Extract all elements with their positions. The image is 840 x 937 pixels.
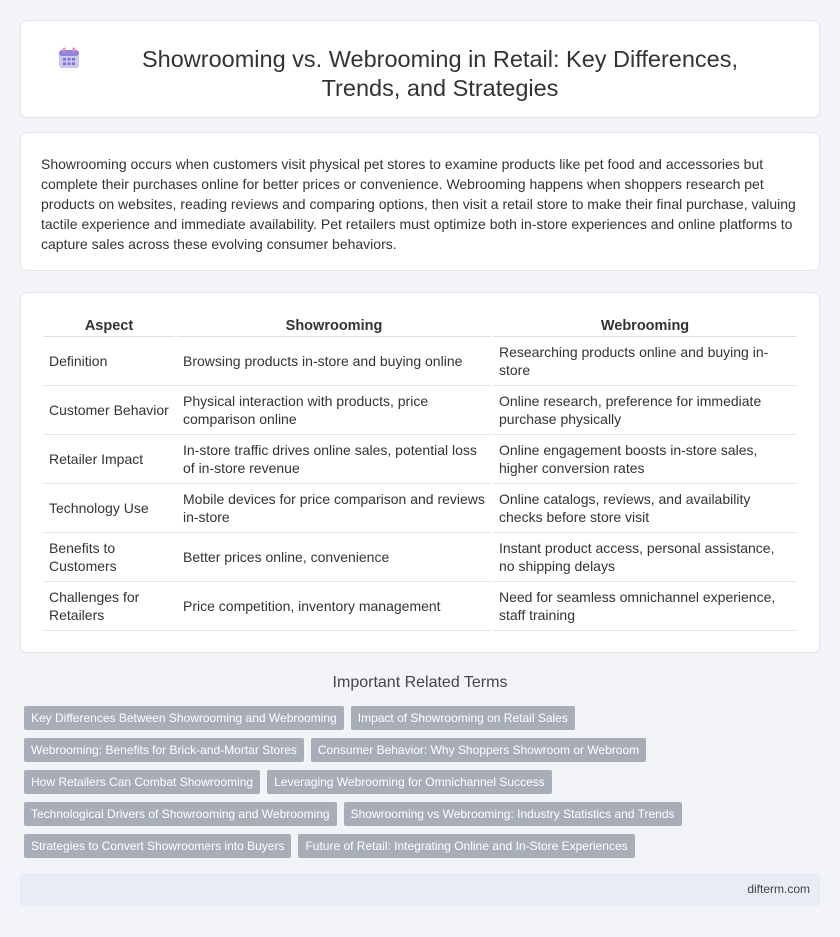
related-term-link[interactable]: Impact of Showrooming on Retail Sales [351, 706, 575, 730]
cell-showrooming: Price competition, inventory management [177, 582, 491, 631]
cell-webrooming: Instant product access, personal assistance, no shipping delays [493, 533, 797, 582]
cell-webrooming: Online research, preference for immediate purchase physically [493, 386, 797, 435]
cell-aspect: Challenges for Retailers [43, 582, 175, 631]
cell-aspect: Retailer Impact [43, 435, 175, 484]
table-row [43, 435, 797, 484]
cell-aspect: Customer Behavior [43, 386, 175, 435]
cell-showrooming: In-store traffic drives online sales, potential loss of in-store revenue [177, 435, 491, 484]
related-terms-title: Important Related Terms [332, 674, 508, 691]
comparison-table [41, 315, 799, 631]
related-term-link[interactable]: Technological Drivers of Showrooming and Webrooming [24, 802, 337, 826]
cell-showrooming: Mobile devices for price comparison and reviews in-store [177, 484, 491, 533]
cell-webrooming: Need for seamless omnichannel experience, staff training [493, 582, 797, 631]
related-term-link[interactable]: Leveraging Webrooming for Omnichannel Success [267, 770, 552, 794]
title-card [20, 20, 820, 118]
cell-aspect: Benefits to Customers [43, 533, 175, 582]
table-row [43, 386, 797, 435]
table-row [43, 533, 797, 582]
related-term-link[interactable]: Future of Retail: Integrating Online and In-Store Experiences [298, 834, 634, 858]
table-row [43, 582, 797, 631]
related-terms-list [24, 706, 814, 866]
footer [20, 873, 820, 906]
cell-aspect: Technology Use [43, 484, 175, 533]
header-webrooming: Webrooming [493, 315, 797, 337]
related-term-link[interactable]: Showrooming vs Webrooming: Industry Statistics and Trends [344, 802, 682, 826]
cell-webrooming: Researching products online and buying in-store [493, 337, 797, 386]
cell-showrooming: Better prices online, convenience [177, 533, 491, 582]
header-aspect: Aspect [43, 315, 175, 337]
cell-aspect: Definition [43, 337, 175, 386]
cell-showrooming: Browsing products in-store and buying online [177, 337, 491, 386]
table-row [43, 484, 797, 533]
related-term-link[interactable]: Key Differences Between Showrooming and Webrooming [24, 706, 344, 730]
table-row [43, 337, 797, 386]
page-title: Showrooming vs. Webrooming in Retail: Key Differences, Trends, and Strategies [141, 46, 739, 101]
cell-webrooming: Online catalogs, reviews, and availability checks before store visit [493, 484, 797, 533]
table-header-row [43, 315, 797, 337]
cell-webrooming: Online engagement boosts in-store sales, higher conversion rates [493, 435, 797, 484]
related-term-link[interactable]: Strategies to Convert Showroomers into Buyers [24, 834, 291, 858]
related-term-link[interactable]: Webrooming: Benefits for Brick-and-Mortar Stores [24, 738, 304, 762]
related-term-link[interactable]: How Retailers Can Combat Showrooming [24, 770, 260, 794]
footer-site-name: difterm.com [747, 882, 810, 896]
intro-paragraph: Showrooming occurs when customers visit physical pet stores to examine products like pet food and accessories but complete their purchases online for better prices or convenience. Webrooming happens when shoppers research pet products on websites, reading reviews and comparing options, then visit a retail store to make their final purchase, valuing tactile experience and immediate availability. Pet retailers must optimize both in-store experiences and online platforms to capture sales across these evolving consumer behaviors. [41, 156, 796, 252]
comparison-table-card [20, 292, 820, 653]
intro-card [20, 132, 820, 271]
cell-showrooming: Physical interaction with products, price comparison online [177, 386, 491, 435]
related-term-link[interactable]: Consumer Behavior: Why Shoppers Showroom or Webroom [311, 738, 646, 762]
header-showrooming: Showrooming [177, 315, 491, 337]
